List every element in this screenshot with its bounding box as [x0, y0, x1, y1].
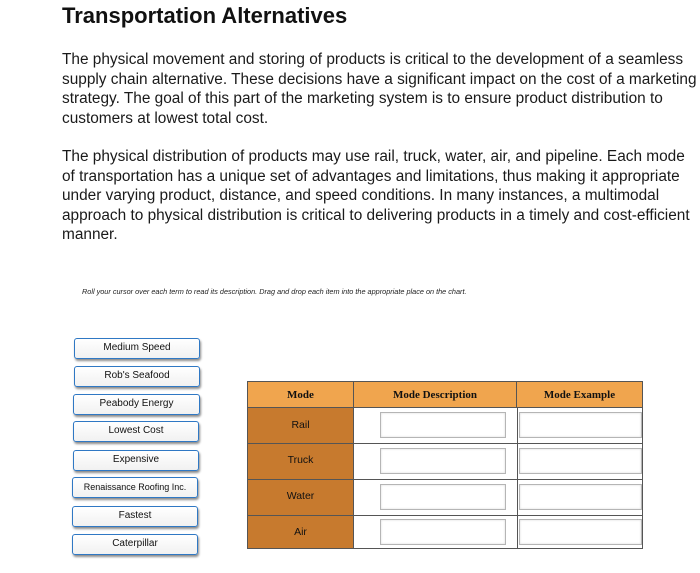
intro-paragraph-1: The physical movement and storing of products is critical to the development of a seamless supply chain alternative. These decisions have a significant impact on the cost of a marketing strategy. The goal of this part of the marketing system is to ensure product distribution to customers at lowest total cost. — [62, 51, 697, 127]
column-divider — [517, 408, 518, 548]
transportation-chart — [247, 381, 643, 549]
drop-slot-air-description[interactable] — [380, 519, 506, 545]
row-divider — [248, 515, 642, 516]
term-card-expensive[interactable]: Expensive — [73, 450, 199, 471]
term-card-renaissance-roofing[interactable]: Renaissance Roofing Inc. — [72, 477, 198, 498]
drop-slot-truck-example[interactable] — [519, 448, 642, 474]
mode-cell-truck: Truck — [287, 454, 314, 466]
term-card-medium-speed[interactable]: Medium Speed — [74, 338, 200, 359]
drop-slot-rail-description[interactable] — [380, 412, 506, 438]
header-mode-example: Mode Example — [517, 382, 642, 408]
mode-cell-water: Water — [286, 490, 315, 502]
drag-instruction: Roll your cursor over each term to read its description. Drag and drop each item into the appropriate place on the chart. — [82, 287, 467, 296]
term-card-fastest[interactable]: Fastest — [72, 506, 198, 527]
drop-slot-truck-description[interactable] — [380, 448, 506, 474]
term-card-caterpillar[interactable]: Caterpillar — [72, 534, 198, 555]
header-mode-description: Mode Description — [354, 382, 517, 408]
drop-slot-water-example[interactable] — [519, 484, 642, 510]
term-card-robs-seafood[interactable]: Rob's Seafood — [74, 366, 200, 387]
row-divider — [248, 443, 642, 444]
term-card-peabody-energy[interactable]: Peabody Energy — [73, 394, 200, 415]
row-divider — [248, 479, 642, 480]
page-title: Transportation Alternatives — [62, 3, 348, 28]
intro-paragraph-2: The physical distribution of products may use rail, truck, water, air, and pipeline. Each mode of transportation has a unique set of advantages and limitations, thus making it appropriate under varying product, distance, and speed conditions. In many instances, a multimodal approach to physical distribution is critical to delivering products in a timely and cost-efficient manner. — [62, 148, 690, 244]
drop-slot-rail-example[interactable] — [519, 412, 642, 438]
mode-cell-air: Air — [294, 526, 307, 538]
term-card-lowest-cost[interactable]: Lowest Cost — [73, 421, 199, 442]
drop-slot-air-example[interactable] — [519, 519, 642, 545]
drop-slot-water-description[interactable] — [380, 484, 506, 510]
header-mode: Mode — [248, 382, 354, 408]
mode-cell-rail: Rail — [291, 419, 310, 431]
